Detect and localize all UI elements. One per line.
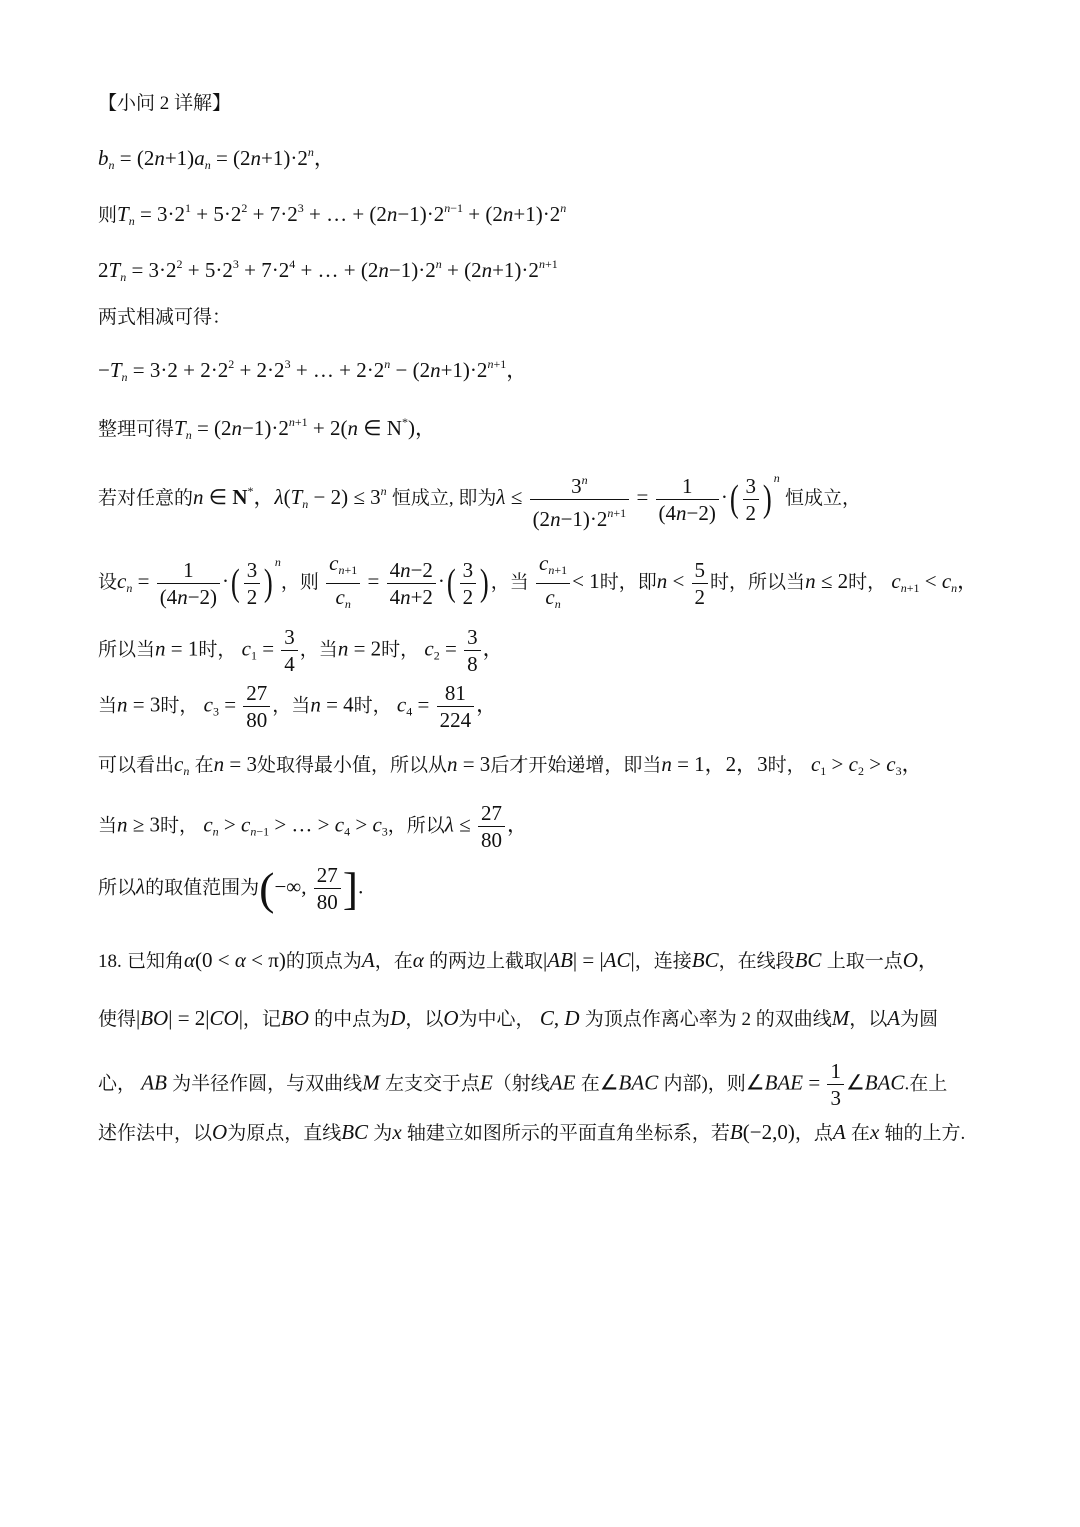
problem18-line3: 心， AB 为半径作圆，与双曲线M 左支交于点E（射线AE 在∠BAC 内部)，则∠BAE = $\frac{1}{3}$ ∠BAC.在上 xyxy=(98,1059,948,1110)
c1-c2-line: 所以当n = 1时， $c_1$ = $\frac{3}{4}$ ，当n = 2时， $c_2$ = $\frac{3}{8}$ ， xyxy=(98,625,504,676)
cn-definition-line: 设$c_n$ = $\frac{1}{(4n-2)}$ ·( $\frac{3}{2}$ )$^n$，则 $\frac{c_{n+1}}{c_n}$ = $\frac{4n-2}{4n+2}$ ·( $\frac{3}{2}$ )，当 $\frac{c_{n+1}}{c_n}$ < 1时，即n < $\frac{5}{2}$ 时，所以当n ≤ 2时， $c_{n+1} < c_n$， xyxy=(98,550,979,611)
section-heading: 【小问 2 详解】 xyxy=(98,93,232,114)
range-line: 所以λ的取值范围为(−∞, $\frac{27}{80}$ ]. xyxy=(98,862,364,914)
formula-Tn: 则$T_n = 3\cdot 2^1 + 5\cdot 2^2 + 7\cdot 2^3$ + … + $(2n-1)\cdot 2^{n-1} + (2n+1)\cdot 2^n$ xyxy=(98,201,567,228)
minimum-line: 可以看出$c_n$ 在n = 3处取得最小值，所以从n = 3后才开始递增，即当n = 1，2，3时， $c_1 > c_2 > c_3$， xyxy=(98,752,923,778)
subtract-text: 两式相减可得： xyxy=(98,307,232,328)
problem18-line2: 使得|BO| = 2|CO|，记BO 的中点为D，以O为中心， C, D 为顶点作离心率为 2 的双曲线M，以A为圆 xyxy=(98,1006,939,1030)
formula-bn: $b_n = (2n+1)a_n = (2n+1)\cdot 2^n$， xyxy=(98,145,335,172)
problem18-line1: 18. 已知角α(0 < α < π)的顶点为A，在α 的两边上截取|AB| = |AC|，连接BC，在线段BC 上取一点O， xyxy=(98,948,939,972)
formula-2Tn: $2T_n = 3\cdot 2^2 + 5\cdot 2^3 + 7\cdot 2^4$ + … + $(2n-1)\cdot 2^n + (2n+1)\cdot 2^{n+1}$ xyxy=(98,257,558,284)
c3-c4-line: 当n = 3时， $c_3$ = $\frac{27}{80}$ ，当n = 4时， $c_4$ = $\frac{81}{224}$ ， xyxy=(98,681,498,732)
lambda-bound-line: 当n ≥ 3时， $c_n > c_{n-1}$ > … > $c_4 > c_3$，所以λ ≤ $\frac{27}{80}$ ， xyxy=(98,801,528,852)
problem18-line4: 述作法中，以O为原点，直线BC 为x 轴建立如图所示的平面直角坐标系，若B(−2,0)，点A 在x 轴的上方. xyxy=(98,1120,966,1144)
inequality-line: 若对任意的n ∈ N*，$\lambda(T_n - 2) \le 3^n$ 恒成立, 即为λ ≤ $\frac{3^n}{(2n-1)\cdot 2^{n+1}}$ = $\frac{1}{(4n-2)}$ ·( $\frac{3}{2}$ )$^n$ 恒成立， xyxy=(98,464,861,532)
formula-Tn-result: 整理可得$T_n = (2n-1)\cdot 2^{n+1} + 2(n$ ∈ N*)， xyxy=(98,415,436,442)
formula-minus-Tn: $-T_n = 3\cdot 2 + 2\cdot 2^2 + 2\cdot 2^3$ + … + $2\cdot 2^n - (2n+1)\cdot 2^{n+1}$， xyxy=(98,357,528,384)
